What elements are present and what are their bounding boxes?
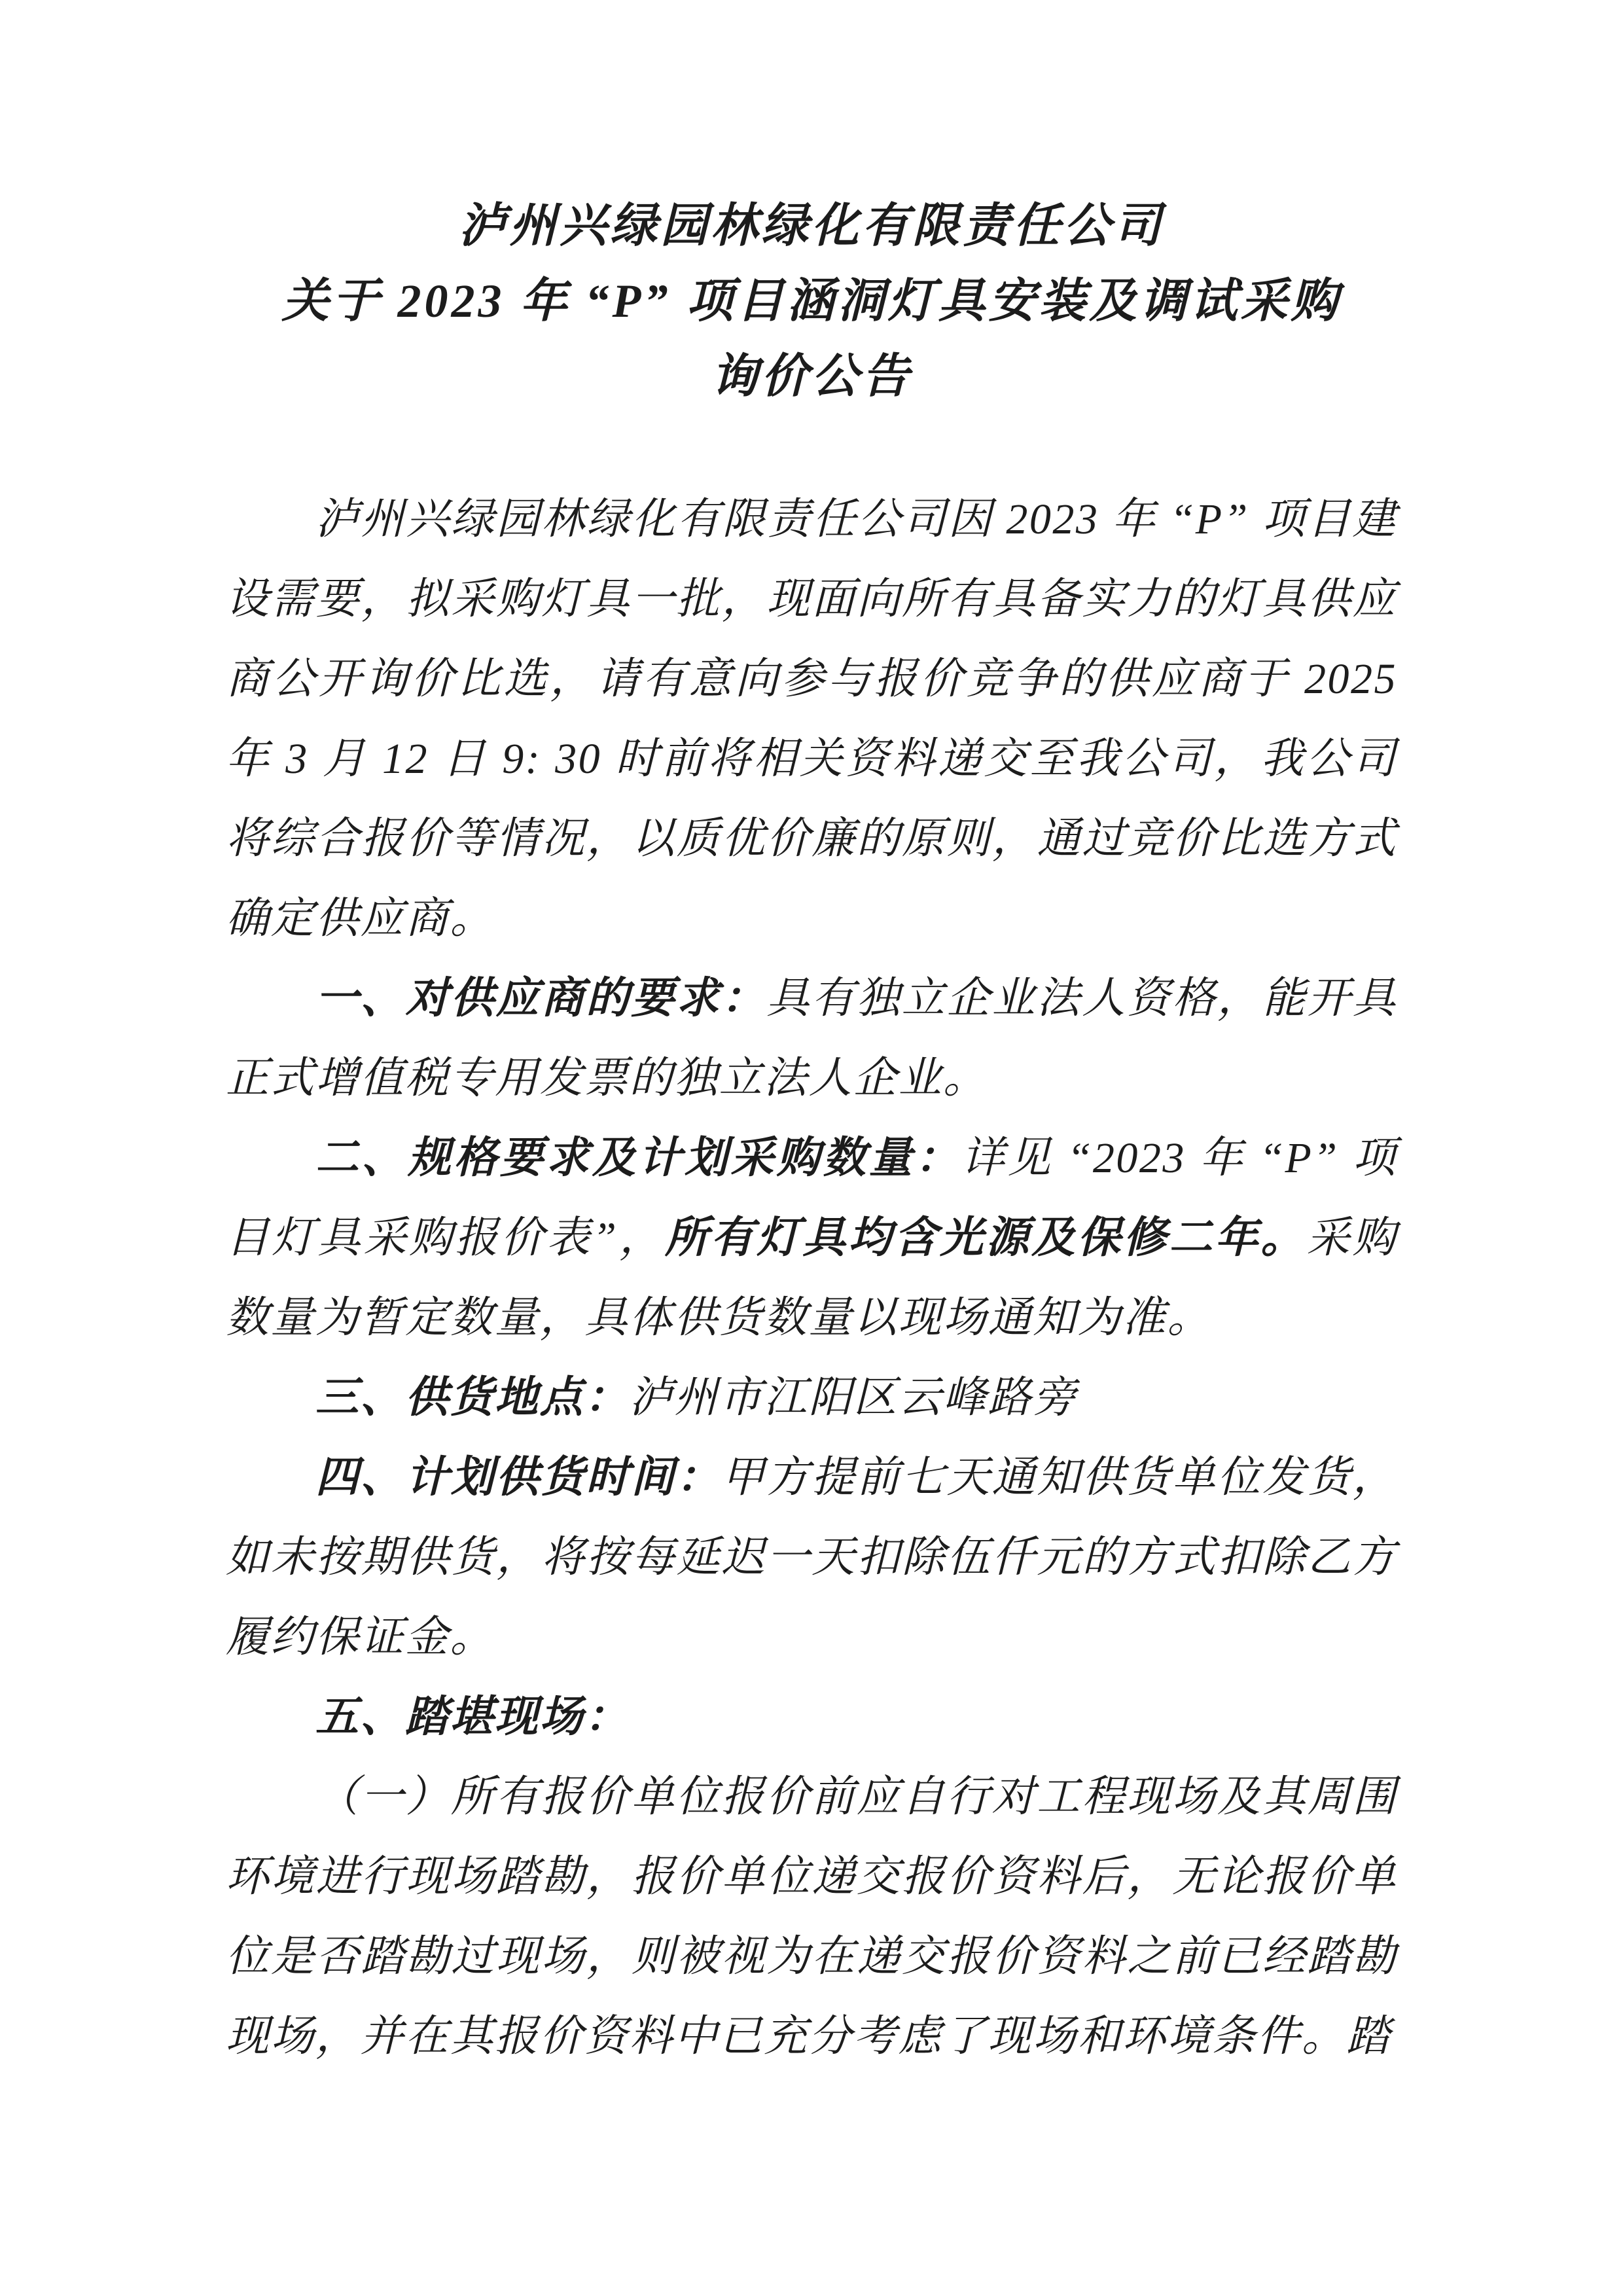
section-2-bold-warranty: 所有灯具均含光源及保修二年。 bbox=[665, 1214, 1307, 1262]
section-5-item-1-text: （一）所有报价单位报价前应自行对工程现场及其周围环境进行现场踏勘，报价单位递交报价资料后，无论报价单位是否踏勘过现场，则被视为在递交报价资料之前已经踏勘现场，并在其报价资料中已充分考虑了现场和环境条件。踏 bbox=[226, 1773, 1397, 2060]
document-body bbox=[226, 480, 1397, 2077]
paragraph-site-visit-heading bbox=[226, 1677, 1397, 1757]
section-5-heading: 五、踏堪现场： bbox=[315, 1693, 630, 1741]
section-3-heading: 三、供货地点： bbox=[315, 1374, 630, 1422]
section-3-text: 泸州市江阳区云峰路旁 bbox=[629, 1374, 1078, 1422]
section-2-text-a: 详见 “2023 年 “P” 项目灯具采购报价表”， bbox=[226, 1134, 1398, 1262]
section-4-heading: 四、计划供货时间： bbox=[315, 1454, 722, 1501]
paragraph-spec-and-quantity bbox=[226, 1119, 1397, 1358]
section-1-heading: 一、对供应商的要求： bbox=[315, 975, 766, 1022]
intro-text: 泸州兴绿园林绿化有限责任公司因 2023 年 “P” 项目建设需要，拟采购灯具一批，现面向所有具备实力的灯具供应商公开询价比选，请有意向参与报价竞争的供应商于 2025 年 3 月 12 日 9: 30 时前将相关资料递交至我公司，我公司将综合报价等情况，以质优价廉的原则，通过竞价比选方式确定供应商。 bbox=[226, 495, 1397, 942]
paragraph-intro bbox=[226, 480, 1397, 959]
title-line-notice-type: 询价公告 bbox=[710, 350, 912, 403]
paragraph-delivery-time bbox=[226, 1438, 1397, 1677]
document-title bbox=[226, 188, 1397, 414]
section-2-heading: 二、规格要求及计划采购数量： bbox=[315, 1134, 961, 1182]
section-2-text-c: 采购数量为暂定数量，具体供货数量以现场通知为准。 bbox=[226, 1214, 1397, 1342]
section-1-text: 具有独立企业法人资格，能开具正式增值税专用发票的独立法人企业。 bbox=[226, 975, 1398, 1102]
paragraph-supplier-requirements bbox=[226, 959, 1397, 1119]
paragraph-site-visit-detail bbox=[226, 1757, 1397, 2077]
section-4-text: 甲方提前七天通知供货单位发货，如未按期供货，将按每延迟一天扣除伍仟元的方式扣除乙方履约保证金。 bbox=[226, 1454, 1398, 1661]
paragraph-delivery-location bbox=[226, 1358, 1397, 1438]
title-line-subject: 关于 2023 年 “P” 项目涵洞灯具安装及调试采购 bbox=[281, 275, 1342, 327]
title-line-company: 泸州兴绿园林绿化有限责任公司 bbox=[458, 200, 1164, 252]
